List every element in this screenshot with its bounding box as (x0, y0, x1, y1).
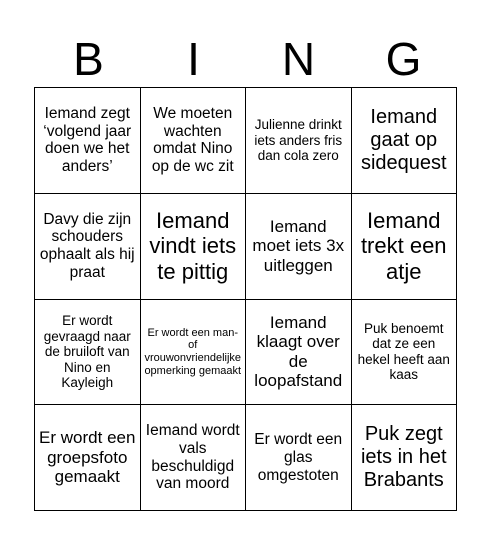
bingo-cell[interactable]: Iemand zegt ‘volgend jaar doen we het anders’ (35, 88, 141, 194)
bingo-cell[interactable]: Puk zegt iets in het Brabants (352, 405, 458, 511)
bingo-cell[interactable]: Er wordt een groepsfoto gemaakt (35, 405, 141, 511)
bingo-cell[interactable]: Julienne drinkt iets anders fris dan cola zero (246, 88, 352, 194)
bingo-cell[interactable]: Er wordt gevraagd naar de bruiloft van Nino en Kayleigh (35, 300, 141, 406)
bingo-cell[interactable]: Davy die zijn schouders ophaalt als hij praat (35, 194, 141, 300)
bingo-cell[interactable]: Puk benoemt dat ze een hekel heeft aan kaas (352, 300, 458, 406)
bingo-cell[interactable]: Er wordt een man-of vrouwonvriendelijke opmerking gemaakt (141, 300, 247, 406)
bingo-cell[interactable]: Iemand trekt een atje (352, 194, 458, 300)
bingo-grid (34, 87, 457, 511)
header-letter-n: N (281, 33, 316, 85)
header-letter-i: I (187, 33, 200, 85)
header-letter-g: G (385, 33, 422, 85)
bingo-cell[interactable]: Er wordt een glas omgestoten (246, 405, 352, 511)
header-letter-b: B (73, 33, 104, 85)
bingo-cell[interactable]: Iemand gaat op sidequest (352, 88, 458, 194)
bingo-cell[interactable]: Iemand wordt vals beschuldigd van moord (141, 405, 247, 511)
bingo-cell[interactable]: Iemand vindt iets te pittig (141, 194, 247, 300)
bingo-cell[interactable]: Iemand klaagt over de loopafstand (246, 300, 352, 406)
bingo-cell[interactable]: We moeten wachten omdat Nino op de wc zit (141, 88, 247, 194)
bingo-cell[interactable]: Iemand moet iets 3x uitleggen (246, 194, 352, 300)
bingo-header (36, 30, 456, 88)
